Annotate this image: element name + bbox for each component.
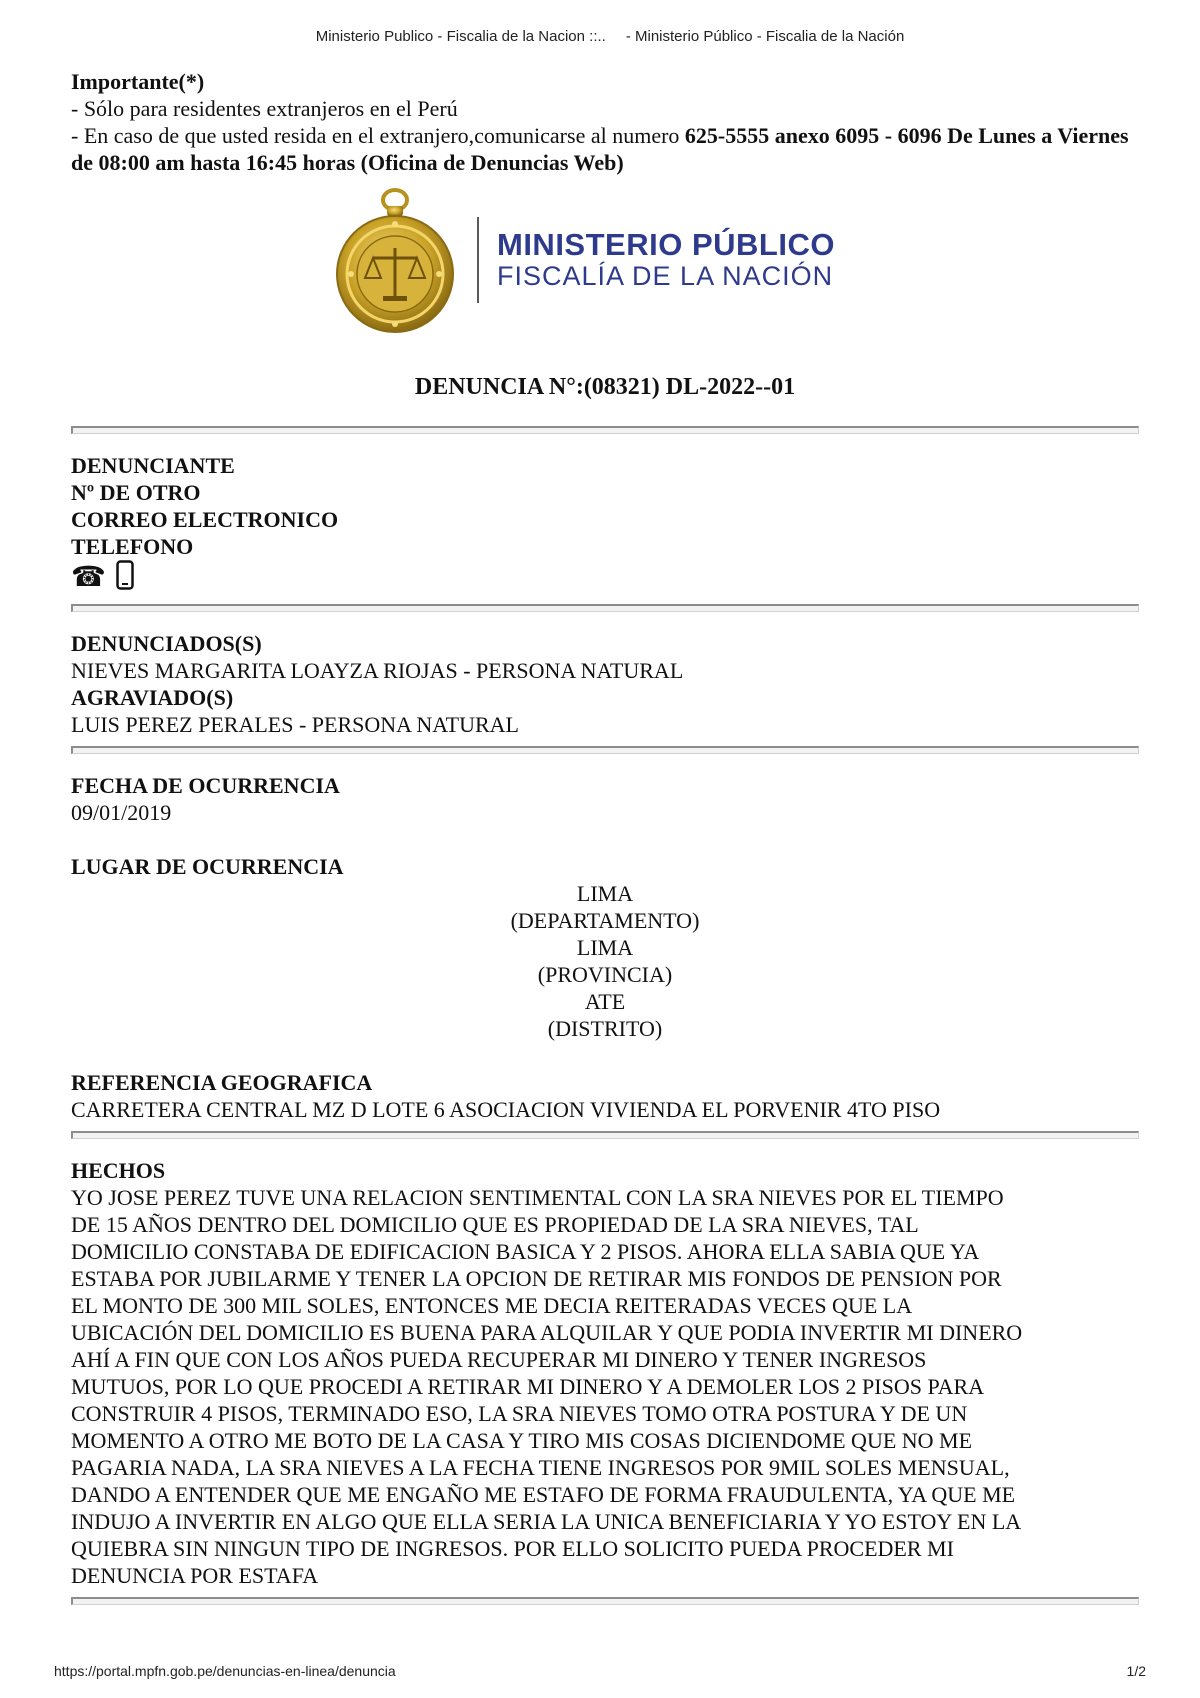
facts-label: HECHOS bbox=[71, 1158, 166, 1183]
facts-line: INDUJO A INVERTIR EN ALGO QUE ELLA SERIA LA UNICA BENEFICIARIA Y YO ESTOY EN LA bbox=[71, 1509, 1022, 1534]
facts-line: DOMICILIO CONSTABA DE EDIFICACION BASICA Y 2 PISOS. AHORA ELLA SABIA QUE YA bbox=[71, 1239, 980, 1264]
email-label: CORREO ELECTRONICO bbox=[71, 507, 339, 532]
aggrieved-value: LUIS PEREZ PERALES - PERSONA NATURAL bbox=[71, 712, 519, 737]
reference-label: REFERENCIA GEOGRAFICA bbox=[71, 1070, 373, 1095]
logo-divider bbox=[477, 217, 479, 303]
facts-line: DE 15 AÑOS DENTRO DEL DOMICILIO QUE ES PROPIEDAD DE LA SRA NIEVES, TAL bbox=[71, 1212, 919, 1237]
section-divider bbox=[71, 1131, 1139, 1139]
denunciante-label: DENUNCIANTE bbox=[71, 453, 235, 478]
print-footer-url: https://portal.mpfn.gob.pe/denuncias-en-linea/denuncia bbox=[54, 1663, 396, 1679]
facts-line: QUIEBRA SIN NINGUN TIPO DE INGRESOS. POR ELLO SOLICITO PUEDA PROCEDER MI bbox=[71, 1536, 954, 1561]
section-divider bbox=[71, 746, 1139, 754]
telephone-icon: ☎ bbox=[71, 561, 106, 593]
facts-line: MUTUOS, POR LO QUE PROCEDI A RETIRAR MI DINERO Y A DEMOLER LOS 2 PISOS PARA bbox=[71, 1374, 985, 1399]
seal-icon bbox=[329, 186, 461, 334]
facts-line: DANDO A ENTENDER QUE ME ENGAÑO ME ESTAFO DE FORMA FRAUDULENTA, YA QUE ME bbox=[71, 1482, 1016, 1507]
accused-label: DENUNCIADOS(S) bbox=[71, 631, 262, 656]
notice-line-1: - Sólo para residentes extranjeros en el Perú bbox=[71, 96, 458, 121]
document-body bbox=[71, 68, 1139, 1605]
facts-line: DENUNCIA POR ESTAFA bbox=[71, 1563, 319, 1588]
section-divider bbox=[71, 426, 1139, 434]
important-notice bbox=[71, 68, 1139, 176]
facts-text bbox=[71, 1184, 1139, 1589]
reference-section bbox=[71, 1069, 1139, 1123]
print-footer-page-number: 1/2 bbox=[1126, 1663, 1146, 1679]
facts-line: AHÍ A FIN QUE CON LOS AÑOS PUEDA RECUPERAR MI DINERO Y TENER INGRESOS bbox=[71, 1347, 927, 1372]
facts-line: UBICACIÓN DEL DOMICILIO ES BUENA PARA ALQUILAR Y QUE PODIA INVERTIR MI DINERO bbox=[71, 1320, 1023, 1345]
brand-name: MINISTERIO PÚBLICO bbox=[497, 227, 835, 262]
facts-section bbox=[71, 1157, 1139, 1589]
accused-value: NIEVES MARGARITA LOAYZA RIOJAS - PERSONA NATURAL bbox=[71, 658, 684, 683]
notice-heading: Importante(*) bbox=[71, 69, 205, 94]
department-label: (DEPARTAMENTO) bbox=[510, 908, 700, 933]
ministerio-logo bbox=[329, 186, 1139, 334]
other-number-label: Nº DE OTRO bbox=[71, 480, 201, 505]
facts-line: EL MONTO DE 300 MIL SOLES, ENTONCES ME DECIA REITERADAS VECES QUE LA bbox=[71, 1293, 913, 1318]
province-label: (PROVINCIA) bbox=[537, 962, 673, 987]
notice-line-2-text: - En caso de que usted resida en el extranjero,comunicarse al numero bbox=[71, 123, 685, 148]
brand-subtitle: FISCALÍA DE LA NACIÓN bbox=[497, 261, 834, 291]
province-value: LIMA bbox=[576, 935, 634, 960]
section-divider bbox=[71, 1597, 1139, 1605]
date-label: FECHA DE OCURRENCIA bbox=[71, 773, 340, 798]
aggrieved-label: AGRAVIADO(S) bbox=[71, 685, 234, 710]
department-value: LIMA bbox=[576, 881, 634, 906]
location-section bbox=[71, 853, 1139, 1042]
phone-label: TELEFONO bbox=[71, 534, 194, 559]
mobile-phone-icon bbox=[116, 560, 134, 595]
print-header-subtitle: - Ministerio Público - Fiscalia de la Nación bbox=[625, 28, 905, 45]
facts-line: PAGARIA NADA, LA SRA NIEVES A LA FECHA TIENE INGRESOS POR 9MIL SOLES MENSUAL, bbox=[71, 1455, 1010, 1480]
parties-section bbox=[71, 630, 1139, 738]
print-header bbox=[0, 28, 1200, 45]
section-divider bbox=[71, 604, 1139, 612]
facts-line: YO JOSE PEREZ TUVE UNA RELACION SENTIMENTAL CON LA SRA NIEVES POR EL TIEMPO bbox=[71, 1185, 1004, 1210]
print-header-title: Ministerio Publico - Fiscalia de la Nacion ::.. bbox=[315, 28, 606, 45]
reference-value: CARRETERA CENTRAL MZ D LOTE 6 ASOCIACION VIVIENDA EL PORVENIR 4TO PISO bbox=[71, 1097, 941, 1122]
facts-line: CONSTRUIR 4 PISOS, TERMINADO ESO, LA SRA NIEVES TOMO OTRA POSTURA Y DE UN bbox=[71, 1401, 968, 1426]
date-section bbox=[71, 772, 1139, 826]
district-label: (DISTRITO) bbox=[547, 1016, 663, 1041]
location-label: LUGAR DE OCURRENCIA bbox=[71, 854, 344, 879]
facts-line: MOMENTO A OTRO ME BOTO DE LA CASA Y TIRO MIS COSAS DICIENDOME QUE NO ME bbox=[71, 1428, 973, 1453]
phone-icons bbox=[71, 560, 1139, 594]
denunciante-section bbox=[71, 452, 1139, 594]
notice-line-2 bbox=[71, 122, 1139, 176]
complaint-title: DENUNCIA N°:(08321) DL-2022--01 bbox=[414, 374, 796, 400]
date-value: 09/01/2019 bbox=[71, 800, 172, 825]
notice-contact-hours: 625-5555 anexo 6095 - 6096 De Lunes a Viernes de 08:00 am hasta 16:45 horas (Oficina de Denuncias Web) bbox=[71, 123, 1129, 175]
facts-line: ESTABA POR JUBILARME Y TENER LA OPCION DE RETIRAR MIS FONDOS DE PENSION POR bbox=[71, 1266, 1002, 1291]
brand-text bbox=[497, 229, 835, 291]
district-value: ATE bbox=[584, 989, 626, 1014]
